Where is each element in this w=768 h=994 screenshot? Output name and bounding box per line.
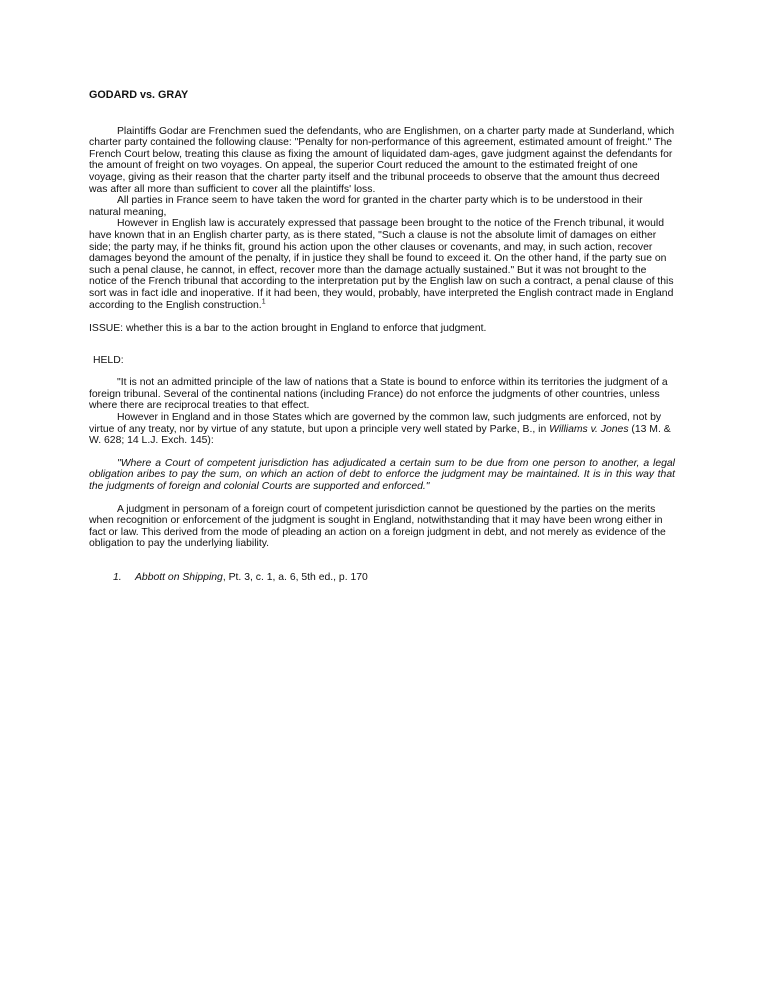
facts-paragraph-3-text: However in English law is accurately expressed that passage been brought to the notice of the French tribunal, it would have known that in an English charter party, as is there stated, "Such a clause is not the absolute limit of damages on either side; the party may, if he thinks fit, ground his action upon the other clauses or covenants, and may, in such action, recover damages beyond the amount of the penalty, if in justice they shall be found to exceed it. On the other hand, if the party sue on such a penal clause, he cannot, in effect, recover more than the damage actually sustained." But it was not brought to the notice of the French tribunal that according to the interpretation put by the English law on such a contract, a penal clause of this sort was in fact idle and inoperative. If it had been, they would, probably, have interpreted the English contract made in England according to the English construction. bbox=[89, 218, 674, 311]
case-citation-name: Williams v. Jones bbox=[549, 423, 629, 435]
document-body bbox=[89, 90, 675, 584]
held-paragraph-2 bbox=[89, 412, 675, 447]
issue-statement: ISSUE: whether this is a bar to the action brought in England to enforce that judgment. bbox=[89, 323, 487, 335]
facts-paragraph-3 bbox=[89, 218, 675, 311]
footnote-text bbox=[135, 572, 368, 584]
footnote-source-details: , Pt. 3, c. 1, a. 6, 5th ed., p. 170 bbox=[222, 572, 368, 583]
facts-paragraph-2: All parties in France seem to have taken the word for granted in the charter party which is to be understood in their natural meaning, bbox=[89, 195, 643, 218]
quoted-passage: "Where a Court of competent jurisdiction has adjudicated a certain sum to be due from one person to another, a legal obligation aribes to pay the sum, on which an action of debt to enforce the judgment may be maintained. It is in this way that the judgments of foreign and colonial Courts are supported and enforced." bbox=[89, 457, 675, 493]
footnote bbox=[113, 572, 675, 584]
held-paragraph-2-text: However in England and in those States which are governed by the common law, such judgments are enforced, not by virtue of any treaty, nor by virtue of any statute, but upon a principle very well stated by Parke, B., in bbox=[89, 412, 662, 435]
footnote-reference: 1 bbox=[261, 298, 266, 306]
held-paragraph-1: "It is not an admitted principle of the law of nations that a State is bound to enforce within its territories the judgment of a foreign tribunal. Several of the continental nations (including France) do not enforce the judgments of other countries, unless where there are reciprocal treaties to that effect. bbox=[89, 377, 668, 412]
held-label: HELD: bbox=[93, 354, 124, 366]
held-paragraph-3: A judgment in personam of a foreign court of competent jurisdiction cannot be questioned by the parties on the merits when recognition or enforcement of the judgment is sought in England, notwithstanding that it may have been wrong either in fact or law. This derived from the mode of pleading an action on a foreign judgment in debt, and not merely as evidence of the obligation to pay the underlying liability. bbox=[89, 503, 666, 550]
facts-paragraph-1: Plaintiffs Godar are Frenchmen sued the defendants, who are Englishmen, on a charter party made at Sunderland, which charter party contained the following clause: "Penalty for non-performance of this agreement, estimated amount of freight." The French Court below, treating this clause as fixing the amount of liquidated dam-ages, gave judgment against the defendants for the amount of freight on two voyages. On appeal, the superior Court reduced the amount to the estimated freight of one voyage, giving as their reason that the charter party itself and the tribunal proceeds to observe that the amount thus decreed was after all more than sufficient to cover all the plaintiffs' loss. bbox=[89, 125, 675, 195]
case-citation-reference: (13 M. & W. 628; 14 L.J. Exch. 145): bbox=[89, 423, 671, 447]
footnote-source-title: Abbott on Shipping bbox=[135, 572, 223, 583]
footnote-number: 1. bbox=[113, 572, 122, 583]
case-title: GODARD vs. GRAY bbox=[89, 89, 189, 101]
